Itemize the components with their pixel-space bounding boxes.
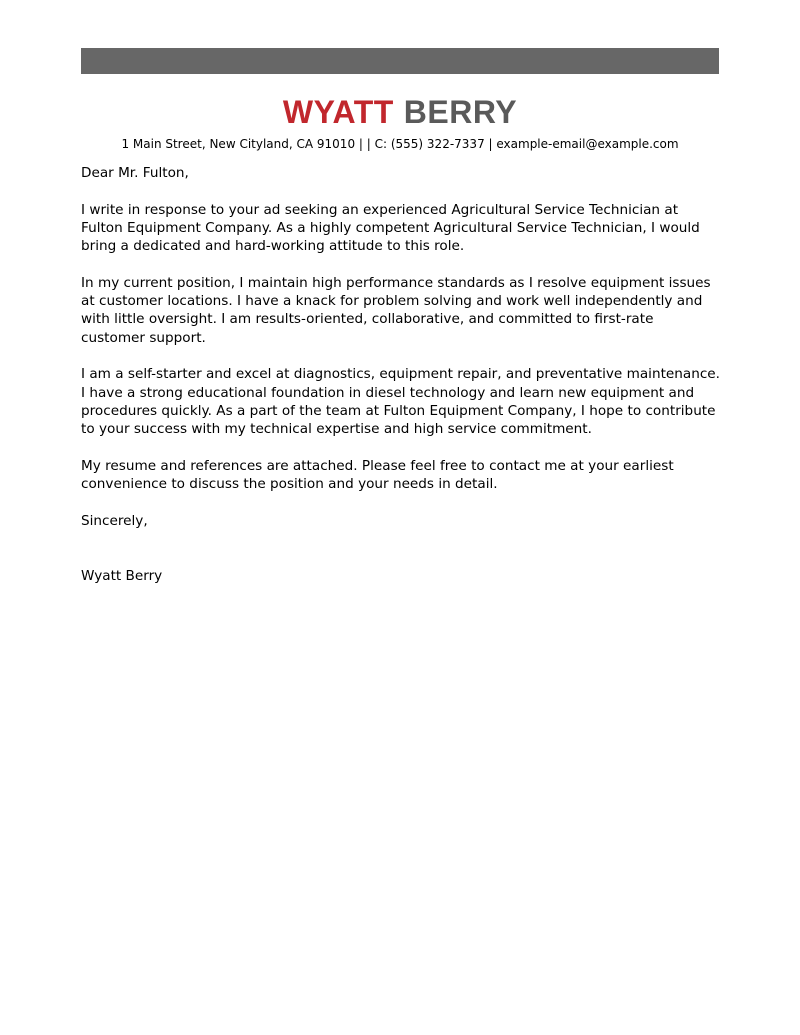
applicant-name	[0, 92, 800, 132]
paragraph-skills: I am a self-starter and excel at diagnostics, equipment repair, and preventative maintenance. I have a strong educational foundation in diesel technology and learn new equipment and procedures quickly. As a part of the team at Fulton Equipment Company, I hope to contribute to your success with my technical expertise and high service commitment.	[81, 366, 720, 438]
salutation: Dear Mr. Fulton,	[81, 165, 189, 181]
header-bar	[81, 48, 719, 74]
letter-body	[81, 164, 721, 603]
first-name: WYATT	[282, 94, 394, 130]
closing: Sincerely,	[81, 512, 148, 529]
last-name: BERRY	[403, 94, 518, 130]
paragraph-closing: My resume and references are attached. Please feel free to contact me at your earliest convenience to discuss the position and your needs in detail.	[81, 457, 674, 493]
paragraph-intro: I write in response to your ad seeking an experienced Agricultural Service Technician at Fulton Equipment Company. As a highly competent Agricultural Service Technician, I would bring a dedicated and hard-working attitude to this role.	[81, 201, 700, 255]
contact-info: 1 Main Street, New Cityland, CA 91010 | | C: (555) 322-7337 | example-email@example.com	[121, 137, 679, 151]
signature: Wyatt Berry	[81, 567, 163, 584]
paragraph-current-position: In my current position, I maintain high performance standards as I resolve equipment issues at customer locations. I have a knack for problem solving and work well independently and with little oversight. I am results-oriented, collaborative, and committed to first-rate customer support.	[81, 274, 711, 346]
